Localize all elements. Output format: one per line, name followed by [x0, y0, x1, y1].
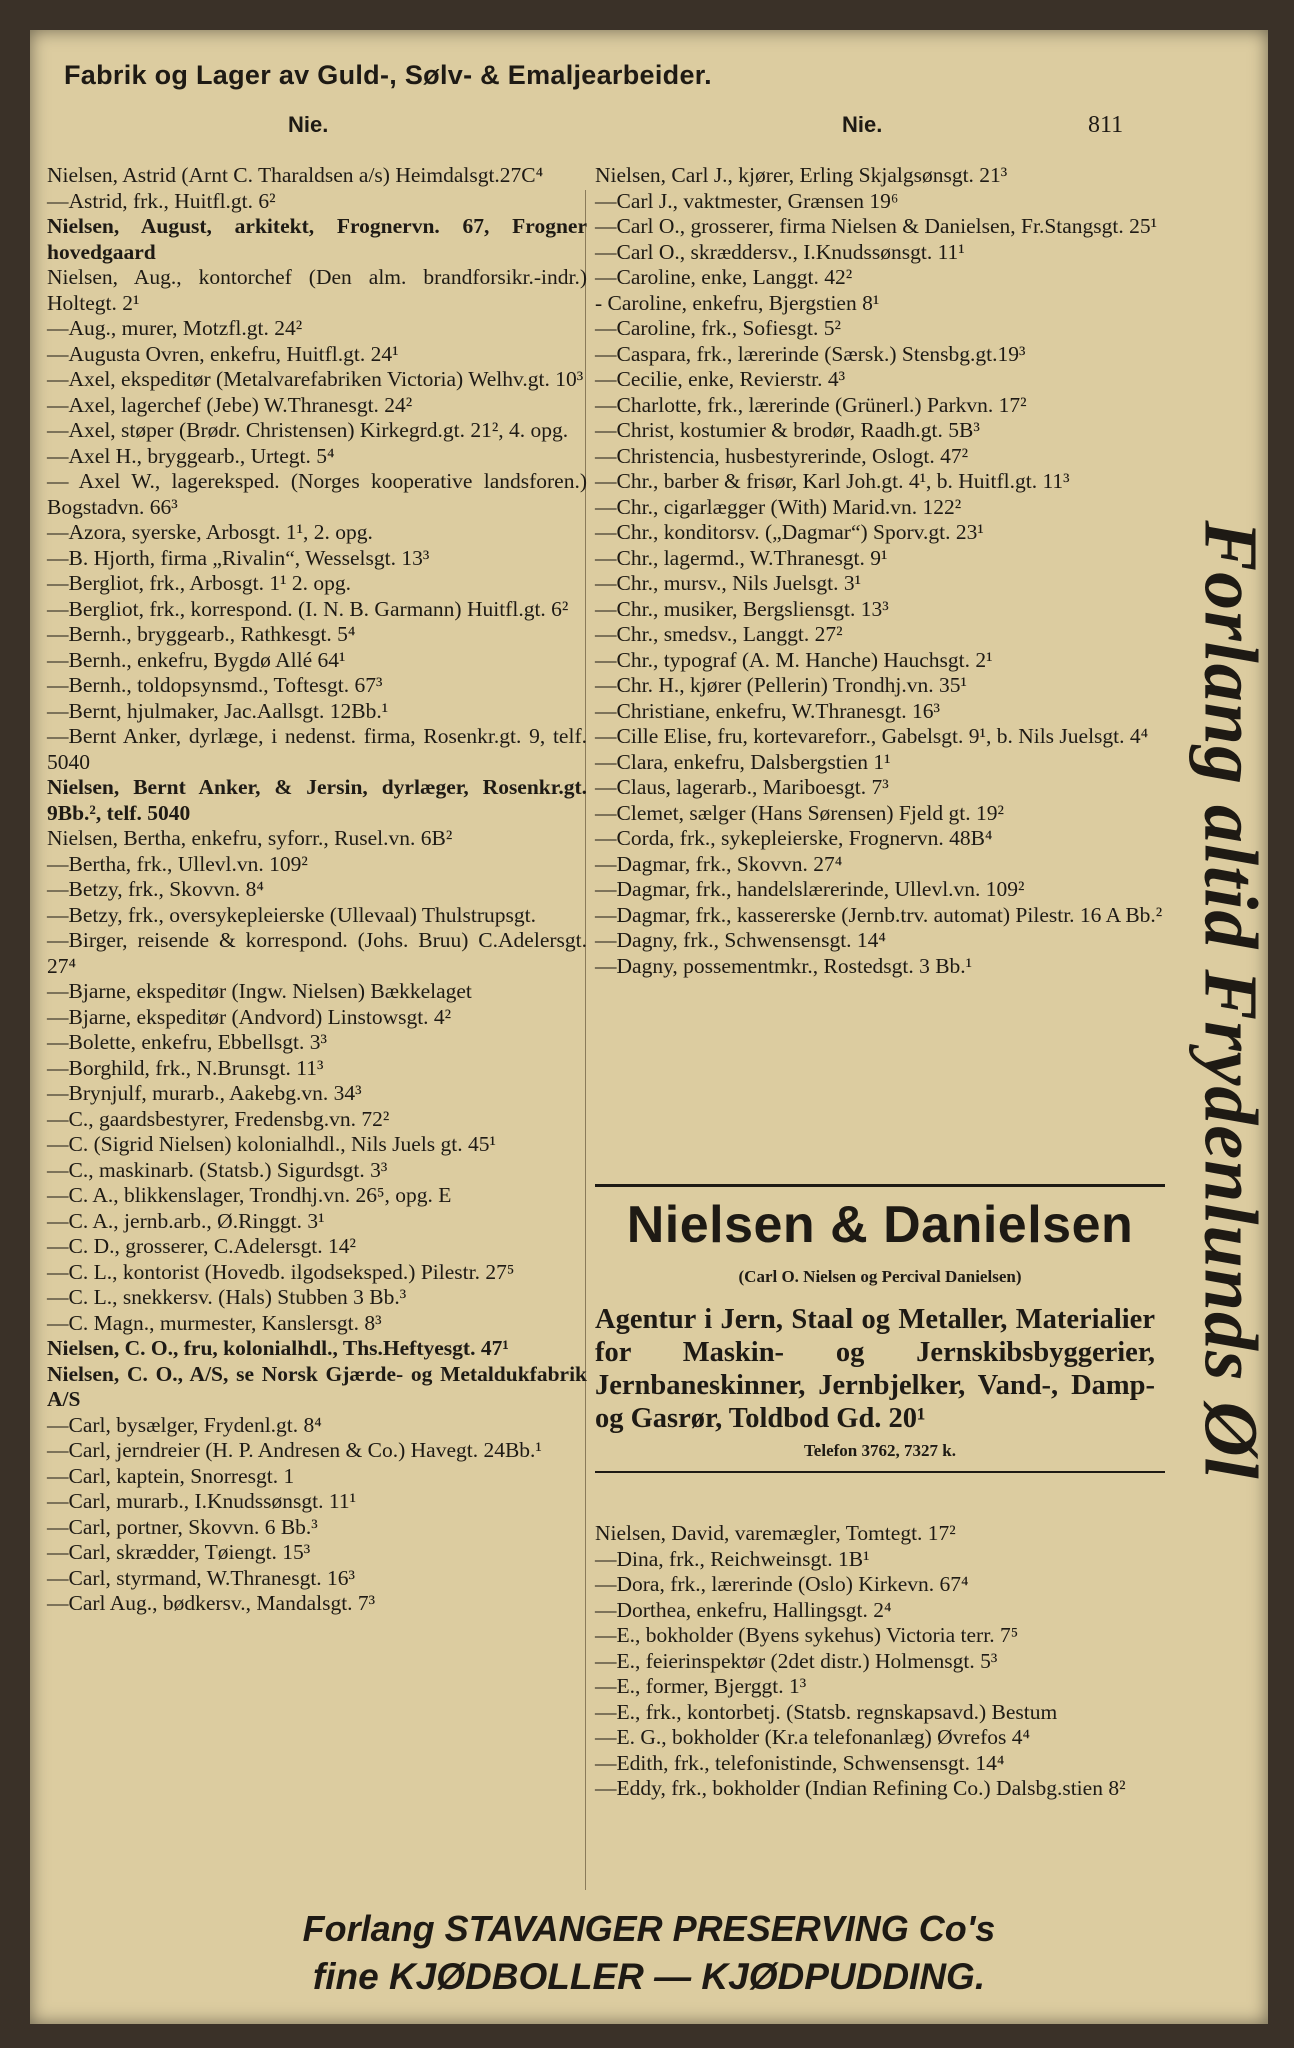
directory-entry: —Chr., smedsv., Langgt. 27²	[595, 622, 843, 646]
directory-entry: —Christ, kostumier & brodør, Raadh.gt. 5B³	[595, 418, 980, 442]
directory-entry: —Carl J., vaktmester, Grænsen 19⁶	[595, 188, 899, 213]
directory-entry: —Chr., musiker, Bergsliensgt. 13³	[595, 596, 889, 621]
directory-entry: —Corda, frk., sykepleierske, Frognervn. 48B⁴	[595, 826, 993, 850]
directory-entry: —Carl O., skræddersv., I.Knudssønsgt. 11¹	[595, 239, 965, 264]
directory-entry: —Bertha, frk., Ullevl.vn. 109²	[47, 851, 308, 876]
directory-entry: Nielsen, August, arkitekt, Frognervn. 67, Frogner hovedgaard	[47, 214, 587, 264]
right-column-top	[595, 163, 1165, 979]
directory-entry: —Carl, portner, Skovvn. 6 Bb.³	[47, 1514, 318, 1539]
directory-entry: —Chr., konditorsv. („Dagmar“) Sporv.gt. 23¹	[595, 520, 984, 544]
directory-entry: —Carl, murarb., I.Knudssønsgt. 11¹	[47, 1489, 357, 1513]
ad-phone: Telefon 3762, 7327 k.	[804, 1441, 956, 1460]
directory-entry: —Birger, reisende & korrespond. (Johs. Bruu) C.Adelersgt. 27⁴	[47, 928, 587, 978]
keyword-right: Nie.	[842, 112, 883, 137]
ad-title: Nielsen & Danielsen	[626, 1196, 1134, 1254]
directory-entry: —C. A., jernb.arb., Ø.Ringgt. 3¹	[47, 1208, 325, 1233]
directory-entry: —Christencia, husbestyrerinde, Oslogt. 47²	[595, 443, 969, 468]
side-ad-text: Forlang altid Frydenlunds Øl	[1188, 520, 1273, 1480]
directory-entry: —Bernh., toldopsynsmd., Toftesgt. 67³	[47, 673, 383, 697]
directory-entry: —E., feierinspektør (2det distr.) Holmensgt. 5³	[595, 1648, 998, 1673]
directory-entry: —Axel, støper (Brødr. Christensen) Kirkegrd.gt. 21², 4. opg.	[47, 418, 569, 442]
directory-entry: —Carl Aug., bødkersv., Mandalsgt. 7³	[47, 1591, 376, 1615]
ad-body: Agentur i Jern, Staal og Metaller, Materialier for Maskin- og Jernskibsbyggerier, Jernbaneskinner, Jernbjelker, Vand-, Damp- og Gasrør, Toldbod Gd. 20¹	[595, 1304, 1155, 1434]
directory-entry: —Bjarne, ekspeditør (Ingw. Nielsen) Bækkelaget	[47, 979, 472, 1003]
directory-entry: —Carl, skrædder, Tøiengt. 15³	[47, 1540, 311, 1564]
right-column-bottom	[595, 1521, 1165, 1802]
directory-entry: —Astrid, frk., Huitfl.gt. 6²	[47, 188, 276, 213]
directory-entry: —Dina, frk., Reichweinsgt. 1B¹	[595, 1546, 870, 1571]
directory-entry: Nielsen, David, varemægler, Tomtegt. 17²	[595, 1521, 956, 1545]
keyword-left: Nie.	[288, 112, 329, 137]
page-header: Fabrik og Lager av Guld-, Sølv- & Emaljearbeider.	[64, 60, 712, 90]
directory-entry: —C., gaardsbestyrer, Fredensbg.vn. 72²	[47, 1106, 390, 1131]
directory-entry: —Clemet, sælger (Hans Sørensen) Fjeld gt. 19²	[595, 800, 1004, 825]
directory-entry: —C. (Sigrid Nielsen) kolonialhdl., Nils Juels gt. 45¹	[47, 1132, 496, 1156]
nielsen-danielsen-ad	[595, 1184, 1165, 1473]
directory-entry: —Axel, lagerchef (Jebe) W.Thranesgt. 24²	[47, 392, 413, 417]
directory-entry: —Chr., lagermd., W.Thranesgt. 9¹	[595, 545, 888, 570]
directory-entry: —Bergliot, frk., korrespond. (I. N. B. Garmann) Huitfl.gt. 6²	[47, 596, 569, 621]
directory-entry: —Aug., murer, Motzfl.gt. 24²	[47, 316, 303, 340]
directory-entry: Nielsen, C. O., A/S, se Norsk Gjærde- og Metaldukfabrik A/S	[47, 1361, 587, 1411]
directory-entry: —C. L., snekkersv. (Hals) Stubben 3 Bb.³	[47, 1285, 407, 1309]
side-advertisement	[1188, 470, 1273, 1530]
directory-entry: —Bjarne, ekspeditør (Andvord) Linstowsgt. 4²	[47, 1004, 452, 1029]
left-column	[47, 163, 587, 1617]
directory-entry: —Carl, jerndreier (H. P. Andresen & Co.) Havegt. 24Bb.¹	[47, 1438, 542, 1462]
directory-entry: —Dagmar, frk., Skovvn. 27⁴	[595, 851, 843, 876]
directory-entry: —B. Hjorth, firma „Rivalin“, Wesselsgt. 13³	[47, 545, 430, 570]
directory-entry: —Axel H., bryggearb., Urtegt. 5⁴	[47, 443, 335, 468]
directory-page	[30, 30, 1273, 2024]
directory-entry: —Dagmar, frk., handelslærerinde, Ullevl.vn. 109²	[595, 877, 1025, 901]
directory-entry: —Axel, ekspeditør (Metalvarefabriken Victoria) Welhv.gt. 10³	[47, 367, 584, 391]
ad-subtitle: (Carl O. Nielsen og Percival Danielsen)	[738, 1267, 1022, 1286]
directory-entry: Nielsen, C. O., fru, kolonialhdl., Ths.Heftyesgt. 47¹	[47, 1336, 509, 1360]
directory-entry: —Chr., typograf (A. M. Hanche) Hauchsgt. 2¹	[595, 647, 993, 672]
directory-entry: Nielsen, Astrid (Arnt C. Tharaldsen a/s) Heimdalsgt.27C⁴	[47, 163, 544, 187]
directory-entry: —Bolette, enkefru, Ebbellsgt. 3³	[47, 1030, 327, 1054]
directory-entry: —Bernh., enkefru, Bygdø Allé 64¹	[47, 647, 346, 672]
directory-entry: —Carl, styrmand, W.Thranesgt. 16³	[47, 1565, 356, 1590]
directory-entry: —C. L., kontorist (Hovedb. ilgodseksped.) Pilestr. 27⁵	[47, 1259, 515, 1284]
directory-entry: Nielsen, Carl J., kjører, Erling Skjalgsønsgt. 21³	[595, 163, 1008, 187]
directory-entry: —Eddy, frk., bokholder (Indian Refining Co.) Dalsbg.stien 8²	[595, 1776, 1126, 1800]
directory-entry: —Caroline, frk., Sofiesgt. 5²	[595, 316, 841, 340]
directory-entry: —Betzy, frk., Skovvn. 8⁴	[47, 877, 264, 901]
directory-entry: —Augusta Ovren, enkefru, Huitfl.gt. 24¹	[47, 341, 399, 366]
directory-entry: —C. Magn., murmester, Kanslersgt. 8³	[47, 1310, 382, 1335]
page-number: 811	[1088, 112, 1124, 138]
directory-entry: —Chr., cigarlægger (With) Marid.vn. 122²	[595, 494, 962, 519]
directory-entry: —Carl, bysælger, Frydenl.gt. 8⁴	[47, 1412, 322, 1437]
directory-entry: —Bergliot, frk., Arbosgt. 1¹ 2. opg.	[47, 571, 352, 595]
directory-entry: - Caroline, enkefru, Bjergstien 8¹	[595, 290, 880, 315]
directory-entry: —C. A., blikkenslager, Trondhj.vn. 26⁵, opg. E	[47, 1183, 452, 1207]
directory-entry: —E., frk., kontorbetj. (Statsb. regnskapsavd.) Bestum	[595, 1699, 1058, 1724]
directory-entry: —Cecilie, enke, Revierstr. 4³	[595, 367, 846, 391]
directory-entry: —Chr. H., kjører (Pellerin) Trondhj.vn. 35¹	[595, 673, 967, 697]
directory-entry: —Caroline, enke, Langgt. 42²	[595, 265, 853, 289]
directory-entry: —Bernt, hjulmaker, Jac.Aallsgt. 12Bb.¹	[47, 698, 389, 723]
directory-entry: —Dorthea, enkefru, Hallingsgt. 2⁴	[595, 1597, 892, 1622]
directory-entry: — Axel W., lagereksped. (Norges kooperative landsforen.) Bogstadvn. 66³	[47, 469, 587, 519]
directory-entry: —Betzy, frk., oversykepleierske (Ullevaal) Thulstrupsgt.	[47, 902, 536, 927]
directory-entry: —Bernt Anker, dyrlæge, i nedenst. firma, Rosenkr.gt. 9, telf. 5040	[47, 724, 587, 774]
ad-top-rule	[595, 1184, 1165, 1187]
footer-ad-line-1: Forlang STAVANGER PRESERVING Co's	[302, 1908, 996, 1949]
directory-entry: —Borghild, frk., N.Brunsgt. 11³	[47, 1055, 324, 1080]
footer-ad-line-2: fine KJØDBOLLER — KJØDPUDDING.	[312, 1956, 986, 1997]
directory-entry: —Carl O., grosserer, firma Nielsen & Danielsen, Fr.Stangsgt. 25¹	[595, 214, 1158, 238]
ad-bottom-rule	[595, 1471, 1165, 1473]
directory-entry: —Chr., mursv., Nils Juelsgt. 3¹	[595, 571, 862, 595]
directory-entry: —Claus, lagerarb., Mariboesgt. 7³	[595, 775, 889, 799]
directory-entry: —Caspara, frk., lærerinde (Særsk.) Stensbg.gt.19³	[595, 341, 1026, 366]
directory-entry: Nielsen, Bernt Anker, & Jersin, dyrlæger, Rosenkr.gt. 9Bb.², telf. 5040	[47, 775, 587, 825]
directory-entry: —E., bokholder (Byens sykehus) Victoria terr. 7⁵	[595, 1623, 1019, 1647]
directory-entry: —Charlotte, frk., lærerinde (Grünerl.) Parkvn. 17²	[595, 392, 1027, 417]
directory-entry: —Christiane, enkefru, W.Thranesgt. 16³	[595, 698, 940, 723]
directory-entry: —Bernh., bryggearb., Rathkesgt. 5⁴	[47, 622, 356, 646]
directory-entry: —Chr., barber & frisør, Karl Joh.gt. 4¹, b. Huitfl.gt. 11³	[595, 469, 1070, 493]
directory-entry: —Dagny, possementmkr., Rostedsgt. 3 Bb.¹	[595, 953, 973, 978]
directory-entry: Nielsen, Aug., kontorchef (Den alm. brandforsikr.-indr.) Holtegt. 2¹	[47, 265, 587, 315]
directory-entry: —C., maskinarb. (Statsb.) Sigurdsgt. 3³	[47, 1157, 388, 1182]
directory-entry: —Clara, enkefru, Dalsbergstien 1¹	[595, 749, 891, 774]
directory-entry: —Brynjulf, murarb., Aakebg.vn. 34³	[47, 1081, 362, 1105]
directory-entry: —Dagny, frk., Schwensensgt. 14⁴	[595, 928, 886, 952]
directory-entry: —Carl, kaptein, Snorresgt. 1	[47, 1463, 295, 1488]
directory-entry: —Dagmar, frk., kassererske (Jernb.trv. automat) Pilestr. 16 A Bb.²	[595, 902, 1163, 927]
directory-entry: —Cille Elise, fru, kortevareforr., Gabelsgt. 9¹, b. Nils Juelsgt. 4⁴	[595, 724, 1149, 748]
directory-entry: Nielsen, Bertha, enkefru, syforr., Rusel.vn. 6B²	[47, 826, 453, 850]
directory-entry: —Dora, frk., lærerinde (Oslo) Kirkevn. 67⁴	[595, 1572, 969, 1596]
directory-entry: —E. G., bokholder (Kr.a telefonanlæg) Øvrefos 4⁴	[595, 1725, 1030, 1749]
directory-entry: —Azora, syerske, Arbosgt. 1¹, 2. opg.	[47, 520, 373, 544]
directory-entry: —C. D., grosserer, C.Adelersgt. 14²	[47, 1234, 356, 1258]
directory-entry: —Edith, frk., telefonistinde, Schwensensgt. 14⁴	[595, 1750, 1005, 1775]
directory-entry: —E., former, Bjerggt. 1³	[595, 1674, 807, 1698]
